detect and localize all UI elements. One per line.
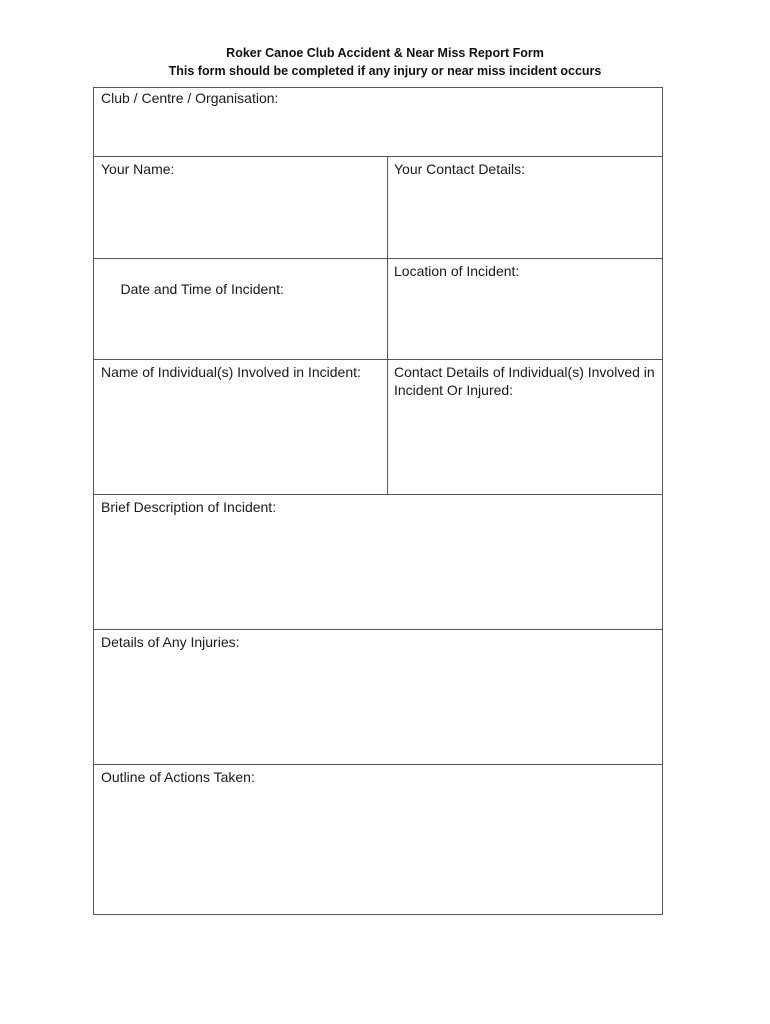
date-time-label: Date and Time of Incident: [116, 281, 284, 297]
location-field[interactable] [387, 259, 662, 359]
individuals-involved-label: Name of Individual(s) Involved in Incident: [101, 364, 361, 380]
injuries-label: Details of Any Injuries: [101, 634, 240, 650]
individuals-contact-field[interactable] [387, 360, 662, 494]
your-contact-label: Your Contact Details: [394, 161, 525, 177]
form-title: Roker Canoe Club Accident & Near Miss Report Form [226, 46, 544, 60]
organisation-label: Club / Centre / Organisation: [101, 90, 279, 106]
location-label: Location of Incident: [394, 263, 520, 279]
actions-field[interactable] [94, 765, 662, 914]
your-name-label: Your Name: [101, 161, 175, 177]
your-contact-field[interactable] [387, 157, 662, 258]
description-label: Brief Description of Incident: [101, 499, 277, 515]
report-form-table [93, 87, 663, 915]
individuals-involved-field[interactable] [94, 360, 387, 494]
your-name-field[interactable] [94, 157, 387, 258]
actions-label: Outline of Actions Taken: [101, 769, 255, 785]
form-header [0, 44, 770, 80]
injuries-field[interactable] [94, 630, 662, 764]
description-field[interactable] [94, 495, 662, 629]
column-divider [387, 156, 388, 494]
individuals-contact-label: Contact Details of Individual(s) Involved in Incident Or Injured: [394, 364, 655, 398]
date-time-field[interactable] [94, 259, 387, 359]
organisation-field[interactable] [94, 88, 662, 156]
form-subtitle: This form should be completed if any injury or near miss incident occurs [168, 64, 602, 78]
